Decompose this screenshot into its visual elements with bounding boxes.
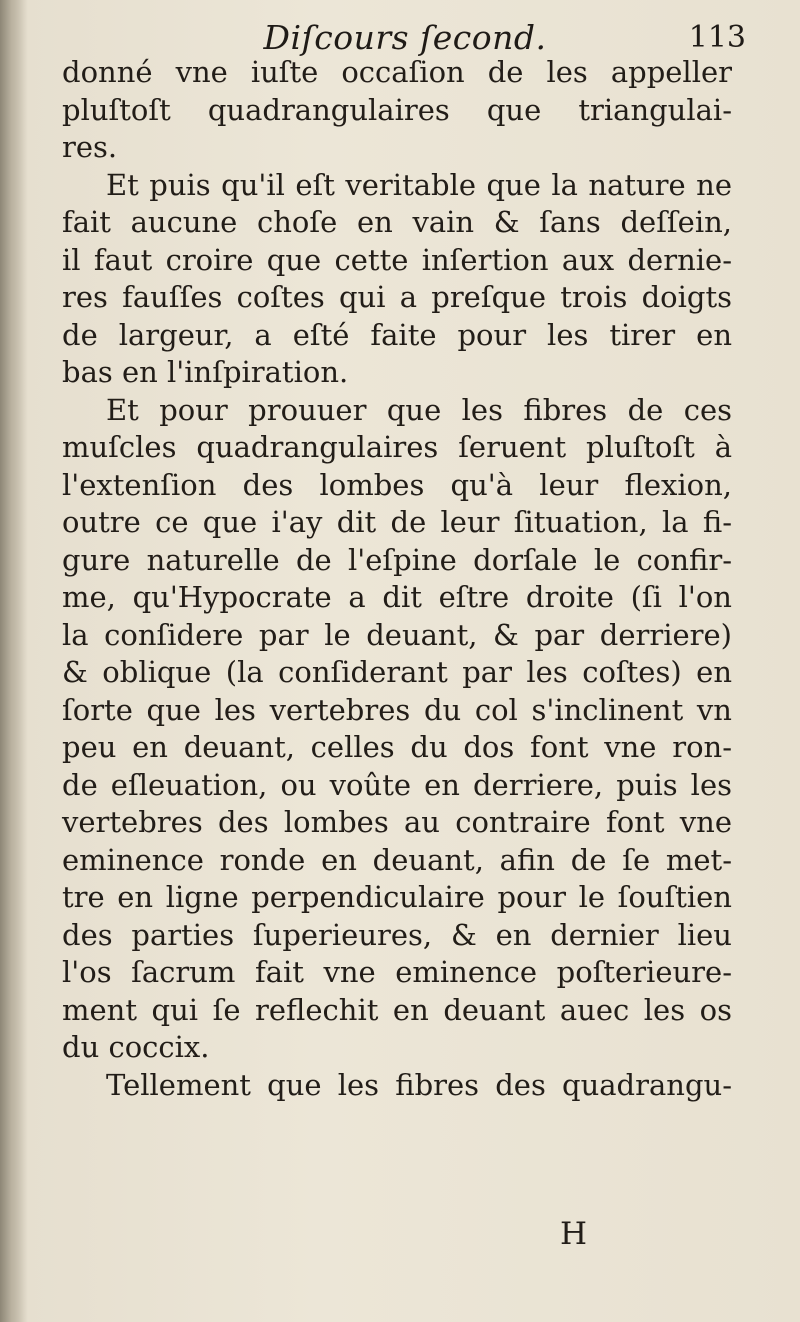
text-line: outre ce que i'ay dit de leur ſituation, la fi- — [62, 505, 732, 539]
running-head-title: Diſcours ſecond. — [263, 18, 547, 57]
paragraph-start-line: Et pour prouuer que les fibres de ces — [106, 392, 732, 427]
text-line: ſorte que les vertebres du col s'inclinent vn — [62, 692, 732, 727]
text-line: me, qu'Hypocrate a dit eſtre droite (ſi l'on — [62, 580, 732, 614]
text-line: eminence ronde en deuant, afin de ſe met- — [62, 842, 732, 877]
text-line: bas en l'inſpiration. — [62, 355, 349, 389]
text-line: peu en deuant, celles du dos font vne ron- — [62, 730, 732, 764]
page-number: 113 — [688, 20, 746, 55]
text-line: ment qui ſe reflechit en deuant auec les os — [62, 992, 732, 1027]
paragraph-start-line: Tellement que les fibres des quadrangu- — [106, 1067, 732, 1102]
text-line: fait aucune choſe en vain & ſans deſſein, — [62, 205, 732, 239]
paragraph-start-line: Et puis qu'il eſt veritable que la nature ne — [106, 167, 732, 202]
binding-gutter-shadow — [0, 0, 28, 1322]
text-line: donné vne iuſte occaſion de les appeller — [62, 55, 732, 89]
text-line: de eſleuation, ou voûte en derriere, puis les — [62, 767, 732, 802]
signature-mark: H — [560, 1216, 588, 1252]
text-line: l'os ſacrum fait vne eminence poſterieure- — [62, 955, 732, 989]
text-line: & oblique (la conſiderant par les coſtes) en — [62, 655, 732, 689]
text-line: des parties ſuperieures, & en dernier lieu — [62, 917, 732, 952]
text-line: vertebres des lombes au contraire font vne — [62, 805, 732, 839]
text-line: l'extenſion des lombes qu'à leur flexion, — [62, 467, 732, 502]
text-line: res fauſſes coſtes qui a preſque trois doigts — [62, 280, 732, 314]
text-line: pluſtoſt quadrangulaires que triangulai- — [62, 92, 732, 127]
text-line: gure naturelle de l'eſpine dorſale le confir- — [62, 542, 732, 577]
text-line: res. — [62, 130, 118, 164]
text-line: de largeur, a eſté faite pour les tirer en — [62, 317, 732, 352]
body-text — [62, 54, 732, 1104]
text-line: tre en ligne perpendiculaire pour le ſouſtien — [62, 880, 732, 914]
text-line: du coccix. — [62, 1030, 210, 1064]
text-line: la conſidere par le deuant, & par derriere) — [62, 617, 732, 652]
text-line: il faut croire que cette inſertion aux dernie- — [62, 242, 732, 277]
text-line: muſcles quadrangulaires ſeruent pluſtoſt à — [62, 430, 732, 464]
